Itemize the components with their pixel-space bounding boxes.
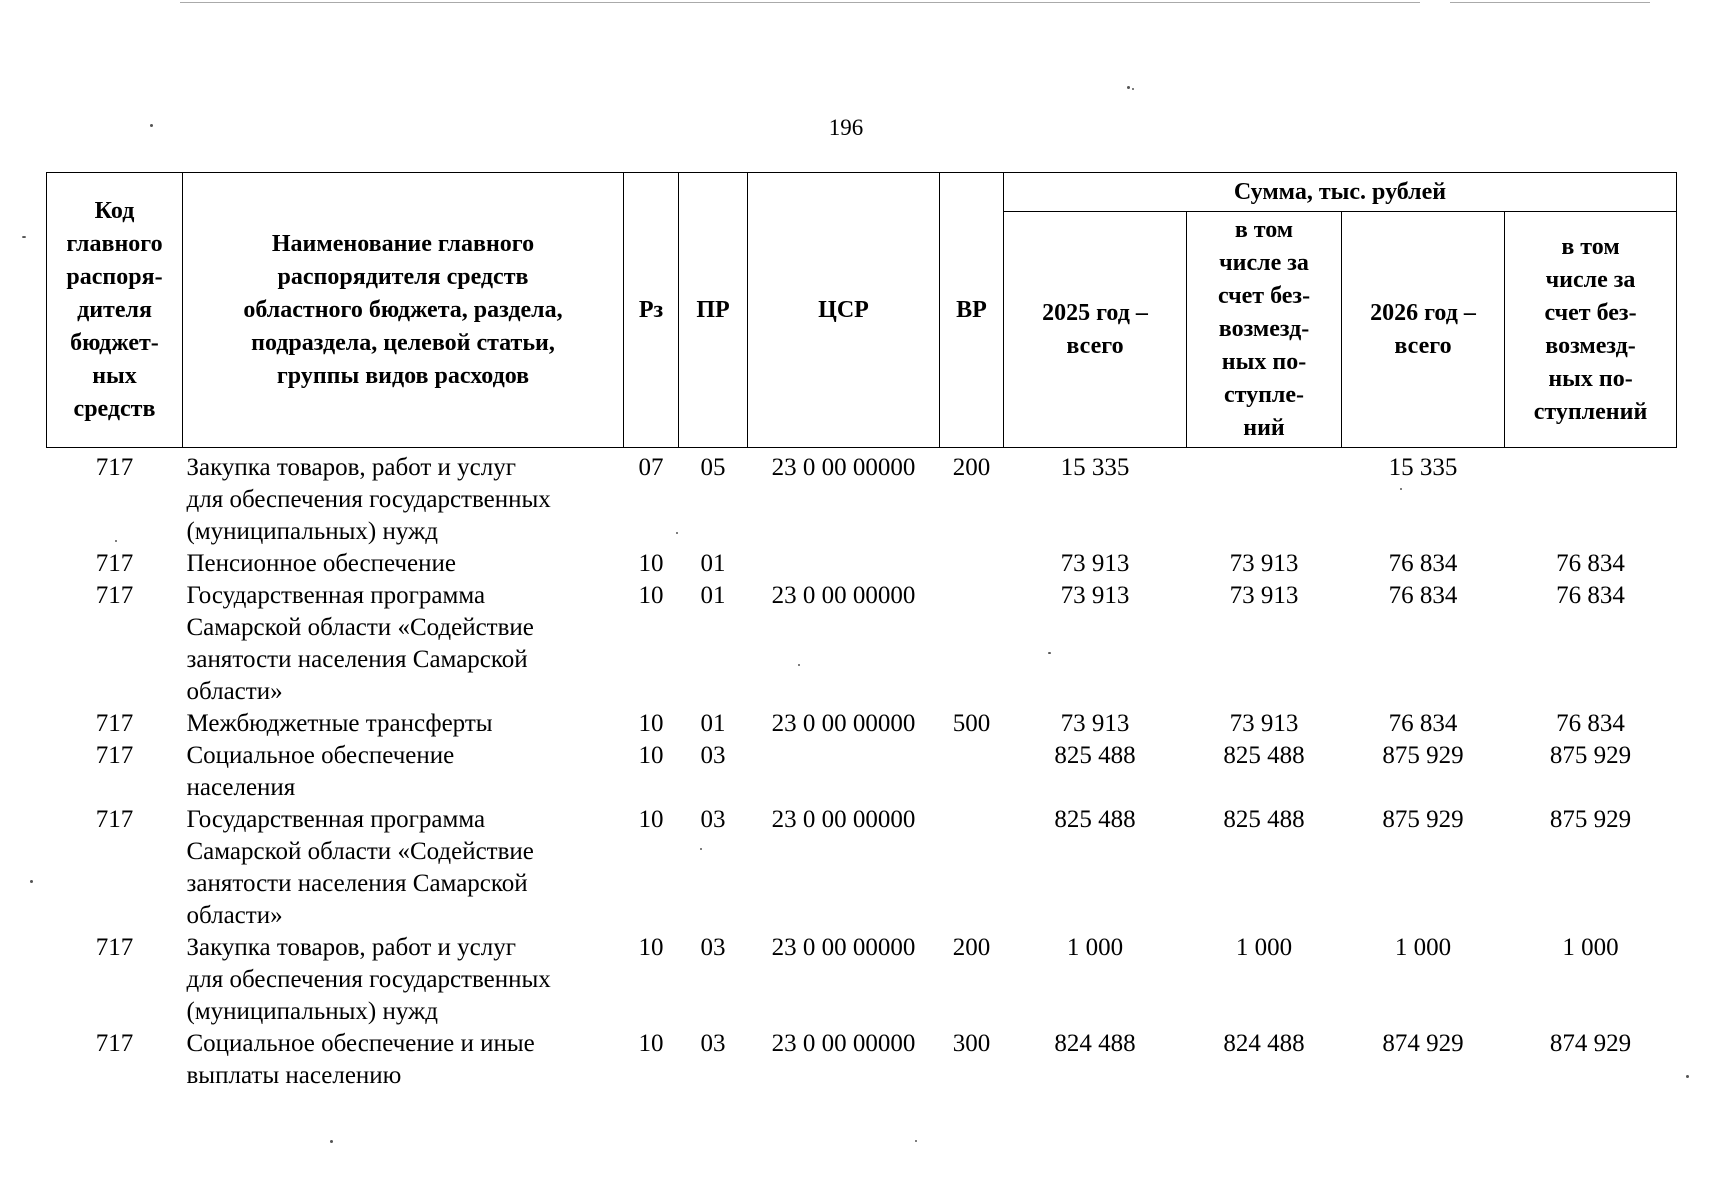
header-line: ных по-	[1221, 349, 1307, 375]
header-line: возмезд-	[1545, 332, 1636, 359]
cell-2025-grants: 73 913	[1229, 582, 1299, 609]
header-2026-total	[1342, 212, 1505, 448]
scan-top-edge-right	[1450, 2, 1650, 3]
header-line: бюджет-	[70, 329, 159, 356]
cell-2025-grants	[1187, 448, 1342, 549]
cell-vr	[940, 548, 1004, 580]
cell-rz: 10	[638, 550, 664, 577]
cell-pr: 01	[700, 550, 726, 577]
cell-2026-grants: 875 929	[1549, 806, 1632, 833]
table-row	[47, 580, 1677, 708]
table-body	[47, 448, 1677, 1093]
header-2025-grants	[1187, 212, 1342, 448]
cell-2025-grants: 825 488	[1223, 742, 1305, 769]
header-line: всего	[1394, 332, 1452, 359]
cell-2025-total: 825 488	[1054, 742, 1136, 769]
header-csr: ЦСР	[748, 173, 940, 448]
table-row	[47, 740, 1677, 804]
header-pr: ПР	[679, 173, 748, 448]
cell-2025-grants: 825 488	[1223, 806, 1305, 833]
cell-rz: 10	[638, 582, 664, 609]
cell-2025-total: 1 000	[1066, 934, 1124, 961]
cell-2025-grants: 73 913	[1229, 710, 1299, 737]
cell-rz: 10	[638, 742, 664, 769]
cell-code: 717	[95, 550, 134, 577]
name-line: для обеспечения государственных	[186, 966, 551, 993]
header-line: в том	[1234, 217, 1294, 243]
table-header	[47, 173, 1677, 448]
header-line: ных по-	[1548, 365, 1633, 392]
header-line: областного бюджета, раздела,	[243, 296, 563, 323]
cell-code: 717	[95, 454, 134, 481]
cell-rz: 10	[638, 1030, 664, 1057]
cell-2026-total: 874 929	[1382, 1030, 1464, 1057]
cell-pr: 01	[700, 582, 726, 609]
table-row	[47, 804, 1677, 932]
cell-vr: 200	[952, 454, 991, 481]
header-line: ных	[92, 362, 137, 389]
name-line: Государственная программа	[186, 806, 486, 833]
cell-2026-total: 76 834	[1388, 550, 1458, 577]
cell-rz: 10	[638, 710, 664, 737]
header-2025-total	[1004, 212, 1187, 448]
table-row	[47, 548, 1677, 580]
cell-name	[183, 548, 624, 580]
name-line: (муниципальных) нужд	[186, 998, 439, 1025]
header-2026-grants	[1505, 212, 1677, 448]
cell-2025-total: 824 488	[1054, 1030, 1136, 1057]
name-line: Самарской области «Содействие	[186, 614, 534, 641]
cell-2025-total: 15 335	[1060, 454, 1130, 481]
cell-2026-grants: 874 929	[1549, 1030, 1632, 1057]
cell-2026-total: 1 000	[1394, 934, 1452, 961]
header-vr: ВР	[940, 173, 1004, 448]
header-line: распоря-	[66, 263, 163, 290]
cell-name	[183, 448, 624, 549]
cell-2025-grants: 1 000	[1235, 934, 1293, 961]
cell-pr: 03	[700, 934, 726, 961]
cell-vr	[940, 740, 1004, 804]
header-line: ний	[1243, 415, 1285, 441]
cell-2026-total: 15 335	[1388, 454, 1458, 481]
name-line: населения	[186, 774, 296, 801]
cell-2026-total: 76 834	[1388, 710, 1458, 737]
cell-2025-total: 825 488	[1054, 806, 1136, 833]
cell-pr: 03	[700, 1030, 726, 1057]
name-line: занятости населения Самарской	[186, 646, 528, 673]
name-line: Социальное обеспечение и иные	[186, 1030, 535, 1057]
cell-2026-grants: 875 929	[1549, 742, 1632, 769]
header-line: числе за	[1545, 266, 1636, 293]
cell-csr: 23 0 00 00000	[771, 934, 916, 961]
cell-2025-total: 73 913	[1060, 550, 1130, 577]
name-line: Социальное обеспечение	[186, 742, 455, 769]
cell-pr: 05	[700, 454, 726, 481]
cell-2026-total: 76 834	[1388, 582, 1458, 609]
cell-rz: 10	[638, 934, 664, 961]
name-line: Межбюджетные трансферты	[186, 710, 493, 737]
header-line: группы видов расходов	[276, 362, 530, 389]
cell-2025-total: 73 913	[1060, 582, 1130, 609]
header-line: дителя	[77, 296, 152, 323]
header-line: в том	[1561, 233, 1620, 260]
header-line: средств	[73, 395, 156, 422]
header-rz: Рз	[624, 173, 679, 448]
name-line: области»	[186, 678, 283, 705]
name-line: выплаты населению	[186, 1062, 402, 1089]
cell-rz: 10	[638, 806, 664, 833]
cell-name	[183, 740, 624, 804]
cell-code: 717	[95, 742, 134, 769]
header-line: числе за	[1219, 250, 1309, 276]
cell-2025-grants: 73 913	[1229, 550, 1299, 577]
header-line: распорядителя средств	[277, 263, 529, 290]
header-line: подраздела, целевой статьи,	[251, 329, 555, 356]
cell-code: 717	[95, 806, 134, 833]
cell-name	[183, 708, 624, 740]
cell-name	[183, 1028, 624, 1092]
cell-name	[183, 804, 624, 932]
cell-2026-grants: 76 834	[1556, 550, 1625, 577]
table-row	[47, 932, 1677, 1028]
cell-vr: 300	[952, 1030, 991, 1057]
cell-csr: 23 0 00 00000	[771, 806, 916, 833]
header-line: 2025 год –	[1042, 299, 1148, 326]
cell-2025-grants: 824 488	[1223, 1030, 1305, 1057]
cell-name	[183, 580, 624, 708]
cell-csr: 23 0 00 00000	[771, 454, 916, 481]
name-line: Закупка товаров, работ и услуг	[186, 454, 516, 481]
header-code	[47, 173, 183, 448]
header-line: Код	[94, 197, 135, 224]
header-line: главного	[66, 230, 163, 257]
cell-pr: 01	[700, 710, 726, 737]
scan-top-edge	[180, 2, 1420, 3]
header-name	[183, 173, 624, 448]
cell-csr: 23 0 00 00000	[771, 582, 916, 609]
header-line: счет без-	[1217, 283, 1311, 309]
cell-vr	[940, 804, 1004, 932]
name-line: Государственная программа	[186, 582, 486, 609]
cell-vr	[940, 580, 1004, 708]
cell-pr: 03	[700, 742, 726, 769]
name-line: Закупка товаров, работ и услуг	[186, 934, 516, 961]
table-row	[47, 448, 1677, 549]
header-line: Наименование главного	[271, 230, 535, 257]
header-sum-group: Сумма, тыс. рублей	[1004, 173, 1677, 212]
cell-code: 717	[95, 582, 134, 609]
cell-2026-total: 875 929	[1382, 806, 1464, 833]
table-row	[47, 1028, 1677, 1092]
name-line: занятости населения Самарской	[186, 870, 528, 897]
name-line: (муниципальных) нужд	[186, 518, 439, 545]
cell-code: 717	[95, 1030, 134, 1057]
cell-csr: 23 0 00 00000	[771, 710, 916, 737]
header-line: ступле-	[1223, 382, 1305, 408]
name-line: для обеспечения государственных	[186, 486, 551, 513]
header-line: 2026 год –	[1370, 299, 1476, 326]
cell-csr	[748, 548, 940, 580]
cell-pr: 03	[700, 806, 726, 833]
cell-code: 717	[95, 934, 134, 961]
name-line: Пенсионное обеспечение	[186, 550, 456, 577]
header-line: всего	[1066, 332, 1124, 359]
cell-csr: 23 0 00 00000	[771, 1030, 916, 1057]
cell-2026-grants: 76 834	[1556, 710, 1625, 737]
header-line: счет без-	[1544, 299, 1637, 326]
cell-vr: 200	[952, 934, 991, 961]
page-number: 196	[828, 115, 864, 140]
cell-name	[183, 932, 624, 1028]
cell-2026-grants	[1505, 448, 1677, 549]
cell-rz: 07	[638, 454, 664, 481]
cell-2026-grants: 1 000	[1562, 934, 1619, 961]
name-line: Самарской области «Содействие	[186, 838, 534, 865]
cell-code: 717	[95, 710, 134, 737]
cell-2026-grants: 76 834	[1556, 582, 1625, 609]
table-row	[47, 708, 1677, 740]
cell-vr: 500	[952, 710, 991, 737]
header-line: ступлений	[1533, 398, 1648, 425]
cell-2025-total: 73 913	[1060, 710, 1130, 737]
name-line: области»	[186, 902, 283, 929]
header-line: возмезд-	[1218, 316, 1310, 342]
cell-csr	[748, 740, 940, 804]
budget-table	[46, 172, 1677, 1092]
cell-2026-total: 875 929	[1382, 742, 1464, 769]
